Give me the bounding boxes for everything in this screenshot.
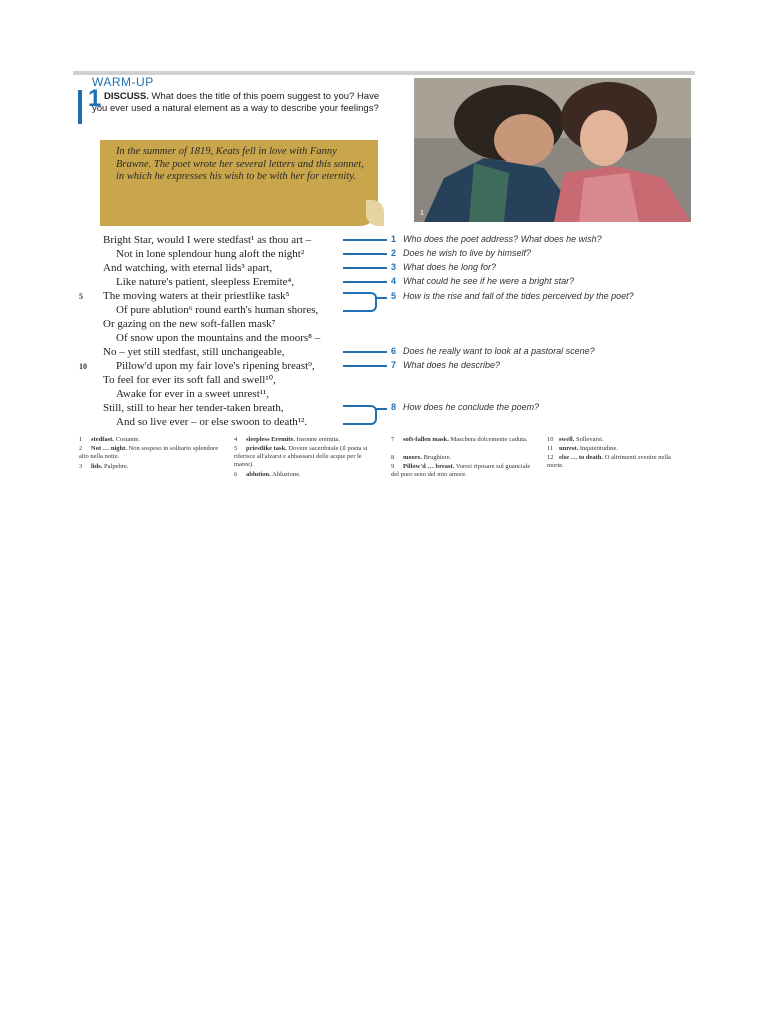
poem-line: Bright Star, would I were stedfast¹ as thou art –	[103, 234, 312, 246]
photo-number: 1	[420, 210, 424, 217]
footnote	[234, 445, 379, 469]
question-number: 5	[391, 291, 397, 301]
connector-line	[343, 365, 387, 367]
footnote-gloss: Vorrei riposare sul guanciale del puro seno del mio amore.	[391, 463, 531, 478]
question-text: How does he conclude the poem?	[403, 402, 540, 412]
question-number: 2	[391, 248, 397, 258]
connector-brace	[343, 292, 377, 312]
footnote-term: else … to death.	[559, 454, 604, 461]
discuss-label: DISCUSS.	[104, 91, 149, 102]
footnote-number: 1	[79, 436, 83, 443]
footnote	[547, 436, 687, 444]
footnote	[547, 445, 687, 453]
connector-line	[343, 281, 387, 283]
line-number: 5	[79, 292, 83, 301]
connector-brace	[343, 405, 377, 425]
footnote	[391, 454, 536, 462]
discuss-text: What does the title of this poem suggest to you? Have you ever used a natural element as a way to describe your feelings?	[92, 91, 380, 114]
note-curl	[366, 200, 384, 226]
footnote-gloss: Maschera dolcemente caduta.	[450, 436, 528, 443]
footnote-number: 6	[234, 471, 238, 478]
poem-line: To feel for ever its soft fall and swell¹⁰,	[103, 374, 276, 386]
question-number: 1	[391, 234, 397, 244]
connector-line	[376, 297, 387, 299]
footnote-number: 5	[234, 445, 238, 452]
footnote	[391, 463, 536, 479]
footnote-number: 8	[391, 454, 395, 461]
poem-line: And so live ever – or else swoon to death¹².	[116, 416, 308, 428]
poem-line: Of pure ablution⁶ round earth's human shores,	[116, 304, 319, 316]
footnote-gloss: O altrimenti svenire nella morte.	[547, 454, 671, 469]
poem-line: And watching, with eternal lids³ apart,	[103, 262, 273, 274]
footnote-number: 10	[547, 436, 554, 443]
poem-line: No – yet still stedfast, still unchangeable,	[103, 346, 285, 358]
question-text: What could he see if he were a bright star?	[403, 276, 575, 286]
activity-number: 1	[88, 85, 102, 112]
poem-line: Awake for ever in a sweet unrest¹¹,	[116, 388, 270, 400]
footnote-gloss: Non sospeso in solitario splendore alto nella notte.	[79, 445, 219, 460]
footnote-term: lids.	[91, 463, 103, 470]
question-number: 6	[391, 346, 397, 356]
connector-line	[343, 267, 387, 269]
footnote-number: 11	[547, 445, 554, 452]
question-text: Does he wish to live by himself?	[403, 248, 532, 258]
footnote	[391, 436, 536, 444]
poem-line: Still, still to hear her tender-taken breath,	[103, 402, 284, 414]
footnote-gloss: Costante.	[115, 436, 140, 443]
footnote-term: stedfast.	[91, 436, 114, 443]
question-text: Who does the poet address? What does he wish?	[403, 234, 602, 244]
footnote-term: ablution.	[246, 471, 271, 478]
footnote-term: moors.	[403, 454, 422, 461]
footnote-gloss: Palpebre.	[104, 463, 129, 470]
connector-line	[343, 239, 387, 241]
poem-line: Of snow upon the mountains and the moors⁸ –	[116, 332, 321, 344]
poem-line: Or gazing on the new soft-fallen mask⁷	[103, 318, 276, 330]
photo-illustration	[414, 78, 691, 222]
section-title: WARM-UP	[92, 75, 154, 89]
footnote-gloss: Insonne eremita.	[296, 436, 340, 443]
film-still-photo	[414, 78, 691, 222]
footnote-number: 2	[79, 445, 83, 452]
discuss-prompt	[92, 91, 392, 114]
question-number: 3	[391, 262, 397, 272]
footnote-term: Pillow'd … breast.	[403, 463, 455, 470]
footnote-term: sleepless Eremite.	[246, 436, 295, 443]
footnote-term: unrest.	[559, 445, 579, 452]
line-number: 10	[79, 362, 87, 371]
footnote	[547, 454, 687, 470]
question-text: How is the rise and fall of the tides perceived by the poet?	[403, 291, 634, 301]
top-rule	[73, 71, 695, 75]
footnote	[234, 471, 379, 479]
footnote-gloss: Dovere sacerdotale (il poeta si riferisce all'alzarsi e abbassarsi delle acque per le maree).	[234, 445, 368, 468]
footnote-term: Not … night.	[91, 445, 127, 452]
context-note-text: In the summer of 1819, Keats fell in love with Fanny Brawne. The poet wrote her several letters and this sonnet, in which he expresses his wish to be with her for eternity.	[116, 146, 364, 182]
question-number: 4	[391, 276, 397, 286]
question-number: 7	[391, 360, 397, 370]
footnote-number: 7	[391, 436, 395, 443]
poem-line: Like nature's patient, sleepless Eremite⁴,	[116, 276, 295, 288]
footnote-term: soft-fallen mask.	[403, 436, 449, 443]
footnote-gloss: Sollevarsi.	[575, 436, 604, 443]
question-number: 8	[391, 402, 397, 412]
context-note	[100, 140, 378, 226]
footnote-gloss: Abluzione.	[272, 471, 301, 478]
activity-bar	[78, 90, 82, 124]
footnote-number: 4	[234, 436, 238, 443]
poem-line: Not in lone splendour hung aloft the night²	[116, 248, 305, 260]
connector-line	[343, 351, 387, 353]
footnote-number: 9	[391, 463, 395, 470]
footnote	[79, 445, 224, 461]
question-text: What does he long for?	[403, 262, 497, 272]
footnote-gloss: Brughiere.	[423, 454, 452, 461]
connector-line	[376, 408, 387, 410]
question-text: Does he really want to look at a pastoral scene?	[403, 346, 595, 356]
poem-line: Pillow'd upon my fair love's ripening breast⁹,	[116, 360, 315, 372]
footnote-gloss: Inquietitudine.	[579, 445, 618, 452]
footnote	[79, 436, 224, 444]
poem-line: The moving waters at their priestlike task⁵	[103, 290, 290, 302]
footnote-term: swell.	[559, 436, 575, 443]
footnote-term: priestlike task.	[246, 445, 287, 452]
footnote-number: 12	[547, 454, 554, 461]
footnote	[79, 463, 224, 471]
footnote	[234, 436, 379, 444]
footnote-number: 3	[79, 463, 83, 470]
question-text: What does he describe?	[403, 360, 501, 370]
connector-line	[343, 253, 387, 255]
